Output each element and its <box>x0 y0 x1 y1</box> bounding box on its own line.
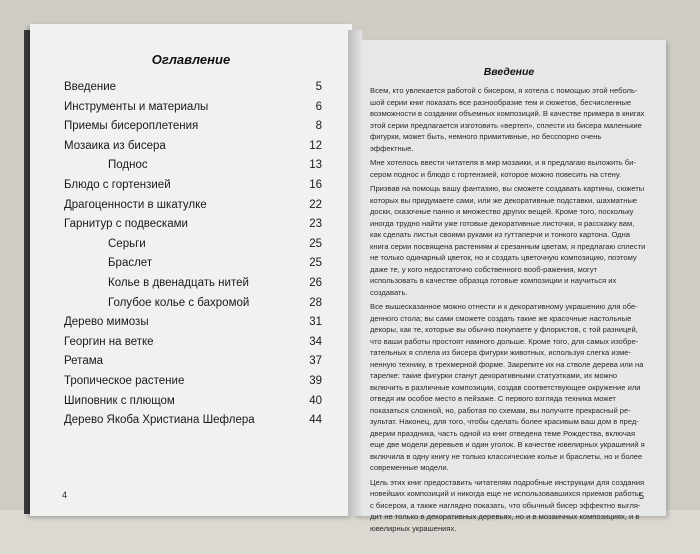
toc-entry-label: Введение <box>64 81 117 93</box>
toc-entry-page: 16 <box>309 178 322 191</box>
toc-entry-label: Тропическое растение <box>64 374 185 387</box>
toc-entry-page: 6 <box>315 100 322 113</box>
toc-entry-label: Дерево мимозы <box>64 316 149 329</box>
toc-entry <box>64 411 322 431</box>
toc-entry <box>64 196 322 216</box>
right-page <box>352 40 666 533</box>
toc-entry <box>64 254 322 274</box>
toc-entry-label: Дерево Якоба Христиана Шефлера <box>64 414 255 427</box>
toc-entry-page: 23 <box>309 218 322 231</box>
page-number-right: 5 <box>638 491 644 501</box>
toc-entry <box>64 274 322 294</box>
toc-entry-label: Ретама <box>64 355 104 368</box>
toc-entry-page: 28 <box>309 296 322 309</box>
toc-entry <box>64 117 322 137</box>
toc-entry-label: Серьги <box>108 237 146 250</box>
toc-entry-label: Голубое колье с бахромой <box>108 296 250 309</box>
toc-entry-page: 5 <box>315 81 322 93</box>
toc-list <box>64 78 322 431</box>
intro-paragraph: Все вышесказанное можно отнести и к декоративному украшению для обе-денного стола; вы сами сможете создать такие же красочные настольные декоры, как те, которые вы обычно покупаете у флористов, с той разницей, что ваши работы простоят намного дольше. Кроме того, для самых изобре-тательных я сплела из бисера фигурки животных, используя слегка изме-ненную технику, в трехмерной форме. Закрепите их на стволе дерева или на тарелке: такие фигурки станут декоративными статуэтками, их можно включить в различные композиции, создав соответствующее окружение или отведя им особое место в пейзаже. С первого взгляда техника может показаться сложной, но, работая по схемам, вы получите прекрасный ре-зультат. Наконец, для того, чтобы сделать более красивым ваш дом в пред-дверии праздника, часть одной из книг отведена теме Рождества, включая еще две модели деревьев и один уголок. В качестве ювелирных украшений я включила в одну книгу не только классические колье и браслеты, но и более современные модели. <box>370 302 645 472</box>
toc-entry <box>64 294 322 314</box>
toc-entry-page: 13 <box>309 159 322 172</box>
toc-entry-page: 37 <box>309 355 322 368</box>
toc-entry-page: 22 <box>309 198 322 211</box>
intro-body <box>370 85 646 537</box>
toc-entry-label: Драгоценности в шкатулке <box>64 198 207 211</box>
toc-entry-label: Георгин на ветке <box>64 335 154 348</box>
page-number-left: 4 <box>62 490 68 500</box>
toc-entry <box>64 392 322 412</box>
toc-entry-label: Приемы бисероплетения <box>64 120 199 133</box>
toc-entry-page: 12 <box>309 139 322 152</box>
toc-entry-page: 8 <box>315 120 322 133</box>
toc-entry-label: Гарнитур с подвесками <box>64 218 188 231</box>
toc-entry-label: Поднос <box>108 159 148 172</box>
toc-entry <box>64 176 322 196</box>
toc-entry-page: 34 <box>309 335 322 348</box>
toc-entry <box>64 137 322 157</box>
intro-paragraph: Мне хотелось ввести читателя в мир мозаики, и я предлагаю выложить би-сером поднос и блюдо с гортензией, которое можно повесить на стену. <box>370 158 636 179</box>
toc-entry <box>64 98 322 118</box>
toc-entry <box>64 372 322 392</box>
toc-entry-page: 25 <box>309 257 322 270</box>
intro-paragraph: Цель этих книг предоставить читателям подробные инструкции для создания новейших композиций и никогда еще не использовавшихся приемов работы с бисером, а также наглядно показать, что обычный бисер эффектно выгля-дит не только в декоративных деревьях, но и в мозаичных композициях, и в ювелирных украшениях. <box>370 477 645 533</box>
toc-entry-label: Инструменты и материалы <box>64 100 209 113</box>
intro-paragraph: Всем, кто увлекается работой с бисером, я хотела с помощью этой неболь-шой серии книг показать все разнообразие тем и сюжетов, бесчисленные возможности в создании объемных композиций. В качестве примера в книгах этой серии предлагается изготовить «вертеп», сплести из бисера маленькие фигурки, может быть, немного примитивные, но бесспорно очень эффектные. <box>370 86 645 153</box>
toc-entry-page: 31 <box>309 316 322 329</box>
toc-entry <box>64 78 322 98</box>
toc-entry <box>64 235 322 255</box>
intro-paragraph: Призвав на помощь вашу фантазию, вы сможете создавать картины, сюжеты которых вы придумаете сами, или же декоративные подставки, шахматные доски, сказочные панно и множество других вещей. Кроме того, поскольку иногда трудно найти уже готовые декоративные листочки, я расскажу вам, как сделать листья своими руками из гуттаперчи и тонкого картона. Одна книга серии посвящена растениям и срезанным цветам, я предлагаю сплести не только одинарный цветок, но и создать цветочную композицию, поэтому даже те, у кого недостаточно собственного вооб-ражения, могут использовать в качестве образца готовые композиции и научиться их создавать. <box>370 184 646 297</box>
left-page <box>30 24 352 516</box>
book-gutter <box>348 30 362 516</box>
toc-entry <box>64 333 322 353</box>
toc-entry <box>64 215 322 235</box>
toc-entry-label: Колье в двенадцать нитей <box>108 276 249 289</box>
toc-entry-label: Мозаика из бисера <box>64 139 166 152</box>
toc-entry-page: 25 <box>309 237 322 250</box>
intro-title: Введение <box>483 66 535 78</box>
toc-entry-page: 39 <box>309 374 322 387</box>
toc-entry-label: Блюдо с гортензией <box>64 178 171 191</box>
toc-entry <box>64 352 322 372</box>
toc-entry <box>64 313 322 333</box>
toc-entry-label: Браслет <box>108 257 153 270</box>
toc-entry-label: Шиповник с плющом <box>64 394 175 407</box>
toc-entry-page: 40 <box>309 394 322 407</box>
toc-title: Оглавление <box>151 52 231 67</box>
toc-entry-page: 44 <box>309 414 322 427</box>
toc-entry <box>64 156 322 176</box>
toc-entry-page: 26 <box>309 276 322 289</box>
